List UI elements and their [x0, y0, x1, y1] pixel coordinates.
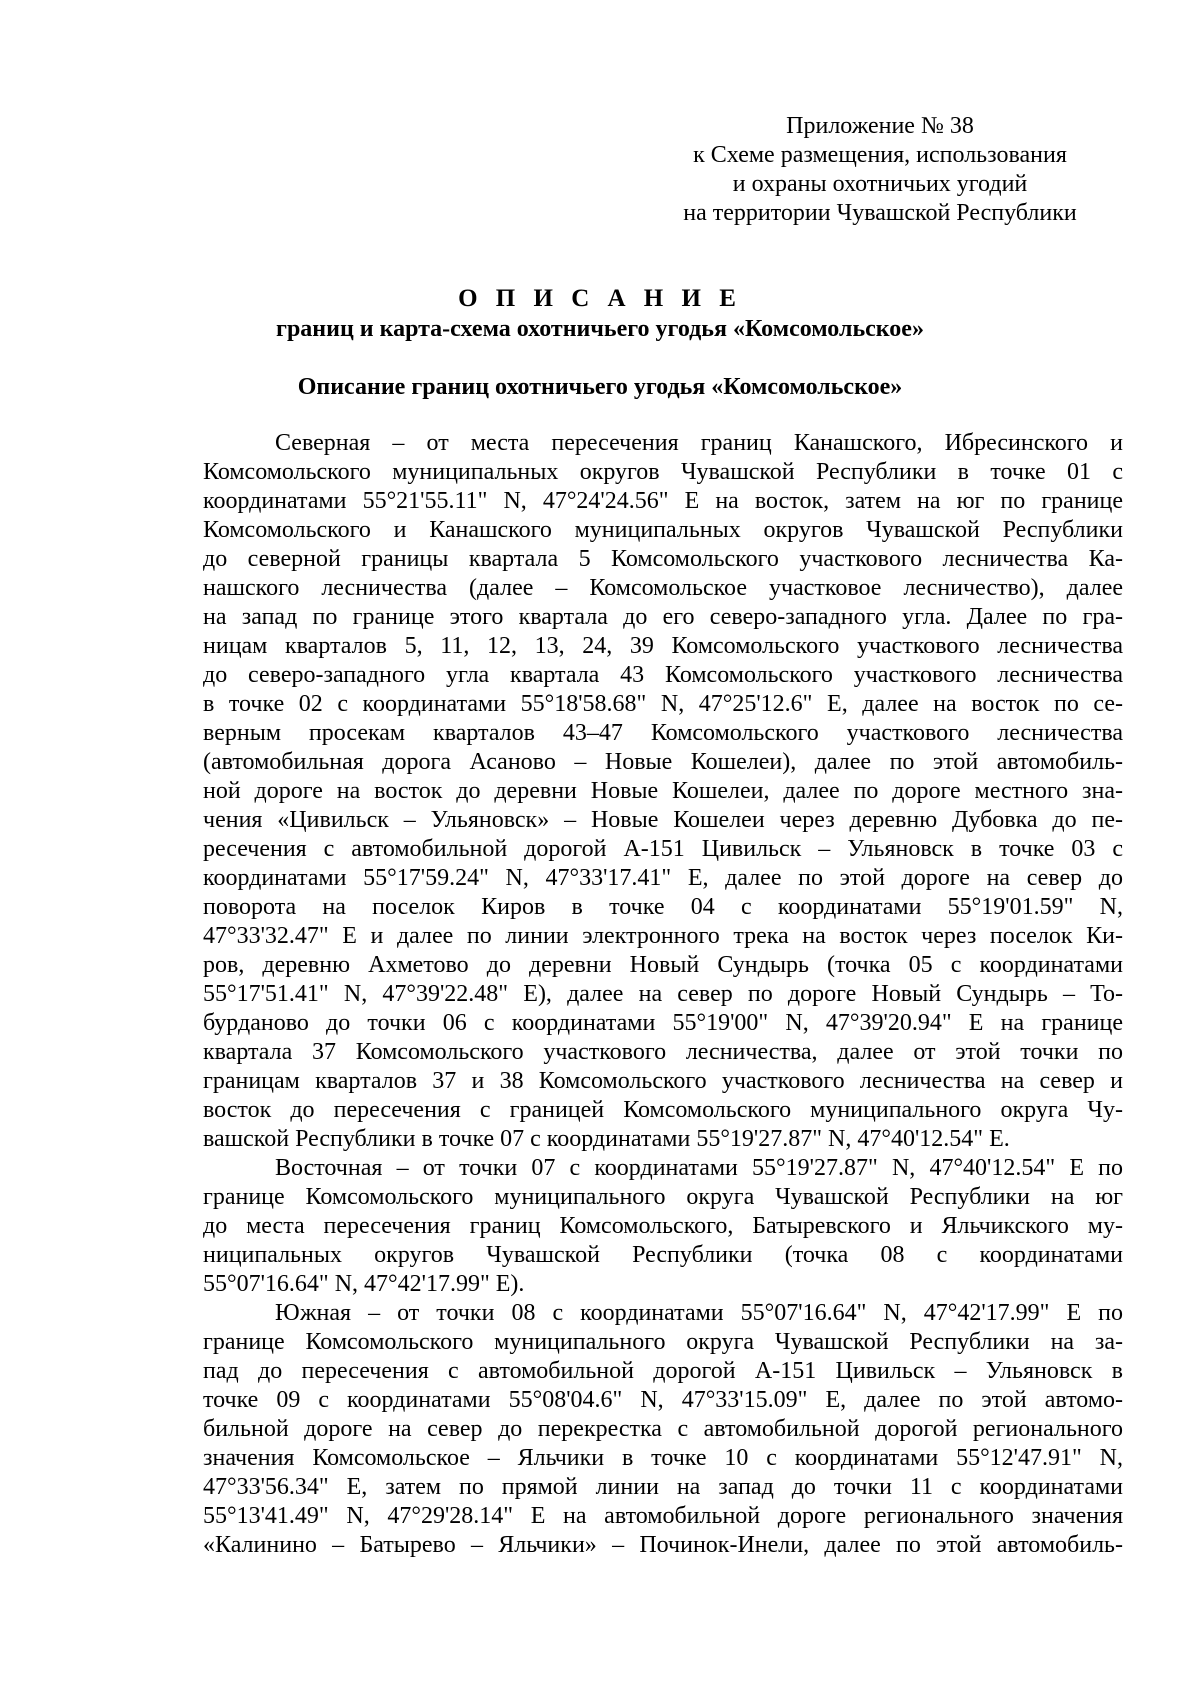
appendix-protection-line: и охраны охотничьих угодий [732, 171, 1028, 197]
text-line: вашской Республики в точке 07 с координатами 55°19'27.87" N, 47°40'12.54" E. [203, 1126, 1010, 1152]
section-heading: Описание границ охотничьего угодья «Комсомольское» [297, 374, 903, 400]
text-line: (автомобильная дорога Асаново – Новые Кошелеи), далее по этой автомобиль- [203, 749, 1123, 775]
document-subtitle: границ и карта-схема охотничьего угодья «Комсомольское» [276, 316, 924, 342]
text-line: границе Комсомольского муниципального округа Чувашской Республики на юг [203, 1184, 1123, 1210]
text-line: 47°33'56.34" E, затем по прямой линии на запад до точки 11 с координатами [203, 1474, 1123, 1500]
paragraph-east [203, 1154, 1123, 1299]
text-line: пад до пересечения с автомобильной дорогой А-151 Цивильск – Ульяновск в [203, 1358, 1123, 1384]
text-line: 47°33'32.47" E и далее по линии электронного трека на восток через поселок Ки- [203, 923, 1123, 949]
text-line: нашского лесничества (далее – Комсомольское участковое лесничество), далее [203, 575, 1123, 601]
text-line: Комсомольского и Канашского муниципальных округов Чувашской Республики [203, 517, 1123, 543]
paragraph-south [203, 1299, 1123, 1560]
document-title: О П И С А Н И Е [458, 285, 742, 312]
text-line: Комсомольского муниципальных округов Чувашской Республики в точке 01 с [203, 459, 1123, 485]
text-line: ров, деревню Ахметово до деревни Новый Сундырь (точка 05 с координатами [203, 952, 1123, 978]
text-line: до северной границы квартала 5 Комсомольского участкового лесничества Ка- [203, 546, 1123, 572]
appendix-header [640, 112, 1120, 228]
text-line: до места пересечения границ Комсомольского, Батыревского и Яльчикского му- [203, 1213, 1123, 1239]
text-line: ной дороге на восток до деревни Новые Кошелеи, далее по дороге местного зна- [203, 778, 1123, 804]
text-line: Южная – от точки 08 с координатами 55°07'16.64" N, 47°42'17.99" E по [275, 1300, 1123, 1326]
text-line: 55°17'51.41" N, 47°39'22.48" E), далее на север по дороге Новый Сундырь – То- [203, 981, 1123, 1007]
appendix-scheme-line: к Схеме размещения, использования [693, 142, 1067, 168]
text-line: в точке 02 с координатами 55°18'58.68" N, 47°25'12.6" E, далее на восток по се- [203, 691, 1123, 717]
text-line: координатами 55°21'55.11" N, 47°24'24.56" E на восток, затем на юг по границе [203, 488, 1123, 514]
text-line: поворота на поселок Киров в точке 04 с координатами 55°19'01.59" N, [203, 894, 1123, 920]
text-line: значения Комсомольское – Яльчики в точке 10 с координатами 55°12'47.91" N, [203, 1445, 1123, 1471]
text-line: границам кварталов 37 и 38 Комсомольского участкового лесничества на север и [203, 1068, 1123, 1094]
text-line: ницам кварталов 5, 11, 12, 13, 24, 39 Комсомольского участкового лесничества [203, 633, 1123, 659]
text-line: квартала 37 Комсомольского участкового лесничества, далее от этой точки по [203, 1039, 1123, 1065]
text-line: восток до пересечения с границей Комсомольского муниципального округа Чу- [203, 1097, 1123, 1123]
text-line: 55°07'16.64" N, 47°42'17.99" E). [203, 1271, 525, 1297]
text-line: границе Комсомольского муниципального округа Чувашской Республики на за- [203, 1329, 1123, 1355]
text-line: Восточная – от точки 07 с координатами 55°19'27.87" N, 47°40'12.54" E по [275, 1155, 1123, 1181]
text-line: верным просекам кварталов 43–47 Комсомольского участкового лесничества [203, 720, 1123, 746]
appendix-territory-line: на территории Чувашской Республики [683, 200, 1077, 226]
text-line: ниципальных округов Чувашской Республики (точка 08 с координатами [203, 1242, 1123, 1268]
text-line: бильной дороге на север до перекрестка с автомобильной дорогой регионального [203, 1416, 1123, 1442]
text-line: «Калинино – Батырево – Яльчики» – Починок-Инели, далее по этой автомобиль- [203, 1532, 1123, 1558]
document-body [203, 429, 1123, 1560]
text-line: до северо-западного угла квартала 43 Комсомольского участкового лесничества [203, 662, 1123, 688]
text-line: точке 09 с координатами 55°08'04.6" N, 47°33'15.09" E, далее по этой автомо- [203, 1387, 1123, 1413]
appendix-number: Приложение № 38 [786, 113, 974, 139]
text-line: на запад по границе этого квартала до его северо-западного угла. Далее по гра- [203, 604, 1123, 630]
text-line: чения «Цивильск – Ульяновск» – Новые Кошелеи через деревню Дубовка до пе- [203, 807, 1123, 833]
text-line: Северная – от места пересечения границ Канашского, Ибресинского и [275, 430, 1123, 456]
text-line: ресечения с автомобильной дорогой А-151 Цивильск – Ульяновск в точке 03 с [203, 836, 1123, 862]
text-line: 55°13'41.49" N, 47°29'28.14" E на автомобильной дороге регионального значения [203, 1503, 1123, 1529]
text-line: бурданово до точки 06 с координатами 55°19'00" N, 47°39'20.94" E на границе [203, 1010, 1123, 1036]
paragraph-north [203, 429, 1123, 1154]
text-line: координатами 55°17'59.24" N, 47°33'17.41" E, далее по этой дороге на север до [203, 865, 1123, 891]
